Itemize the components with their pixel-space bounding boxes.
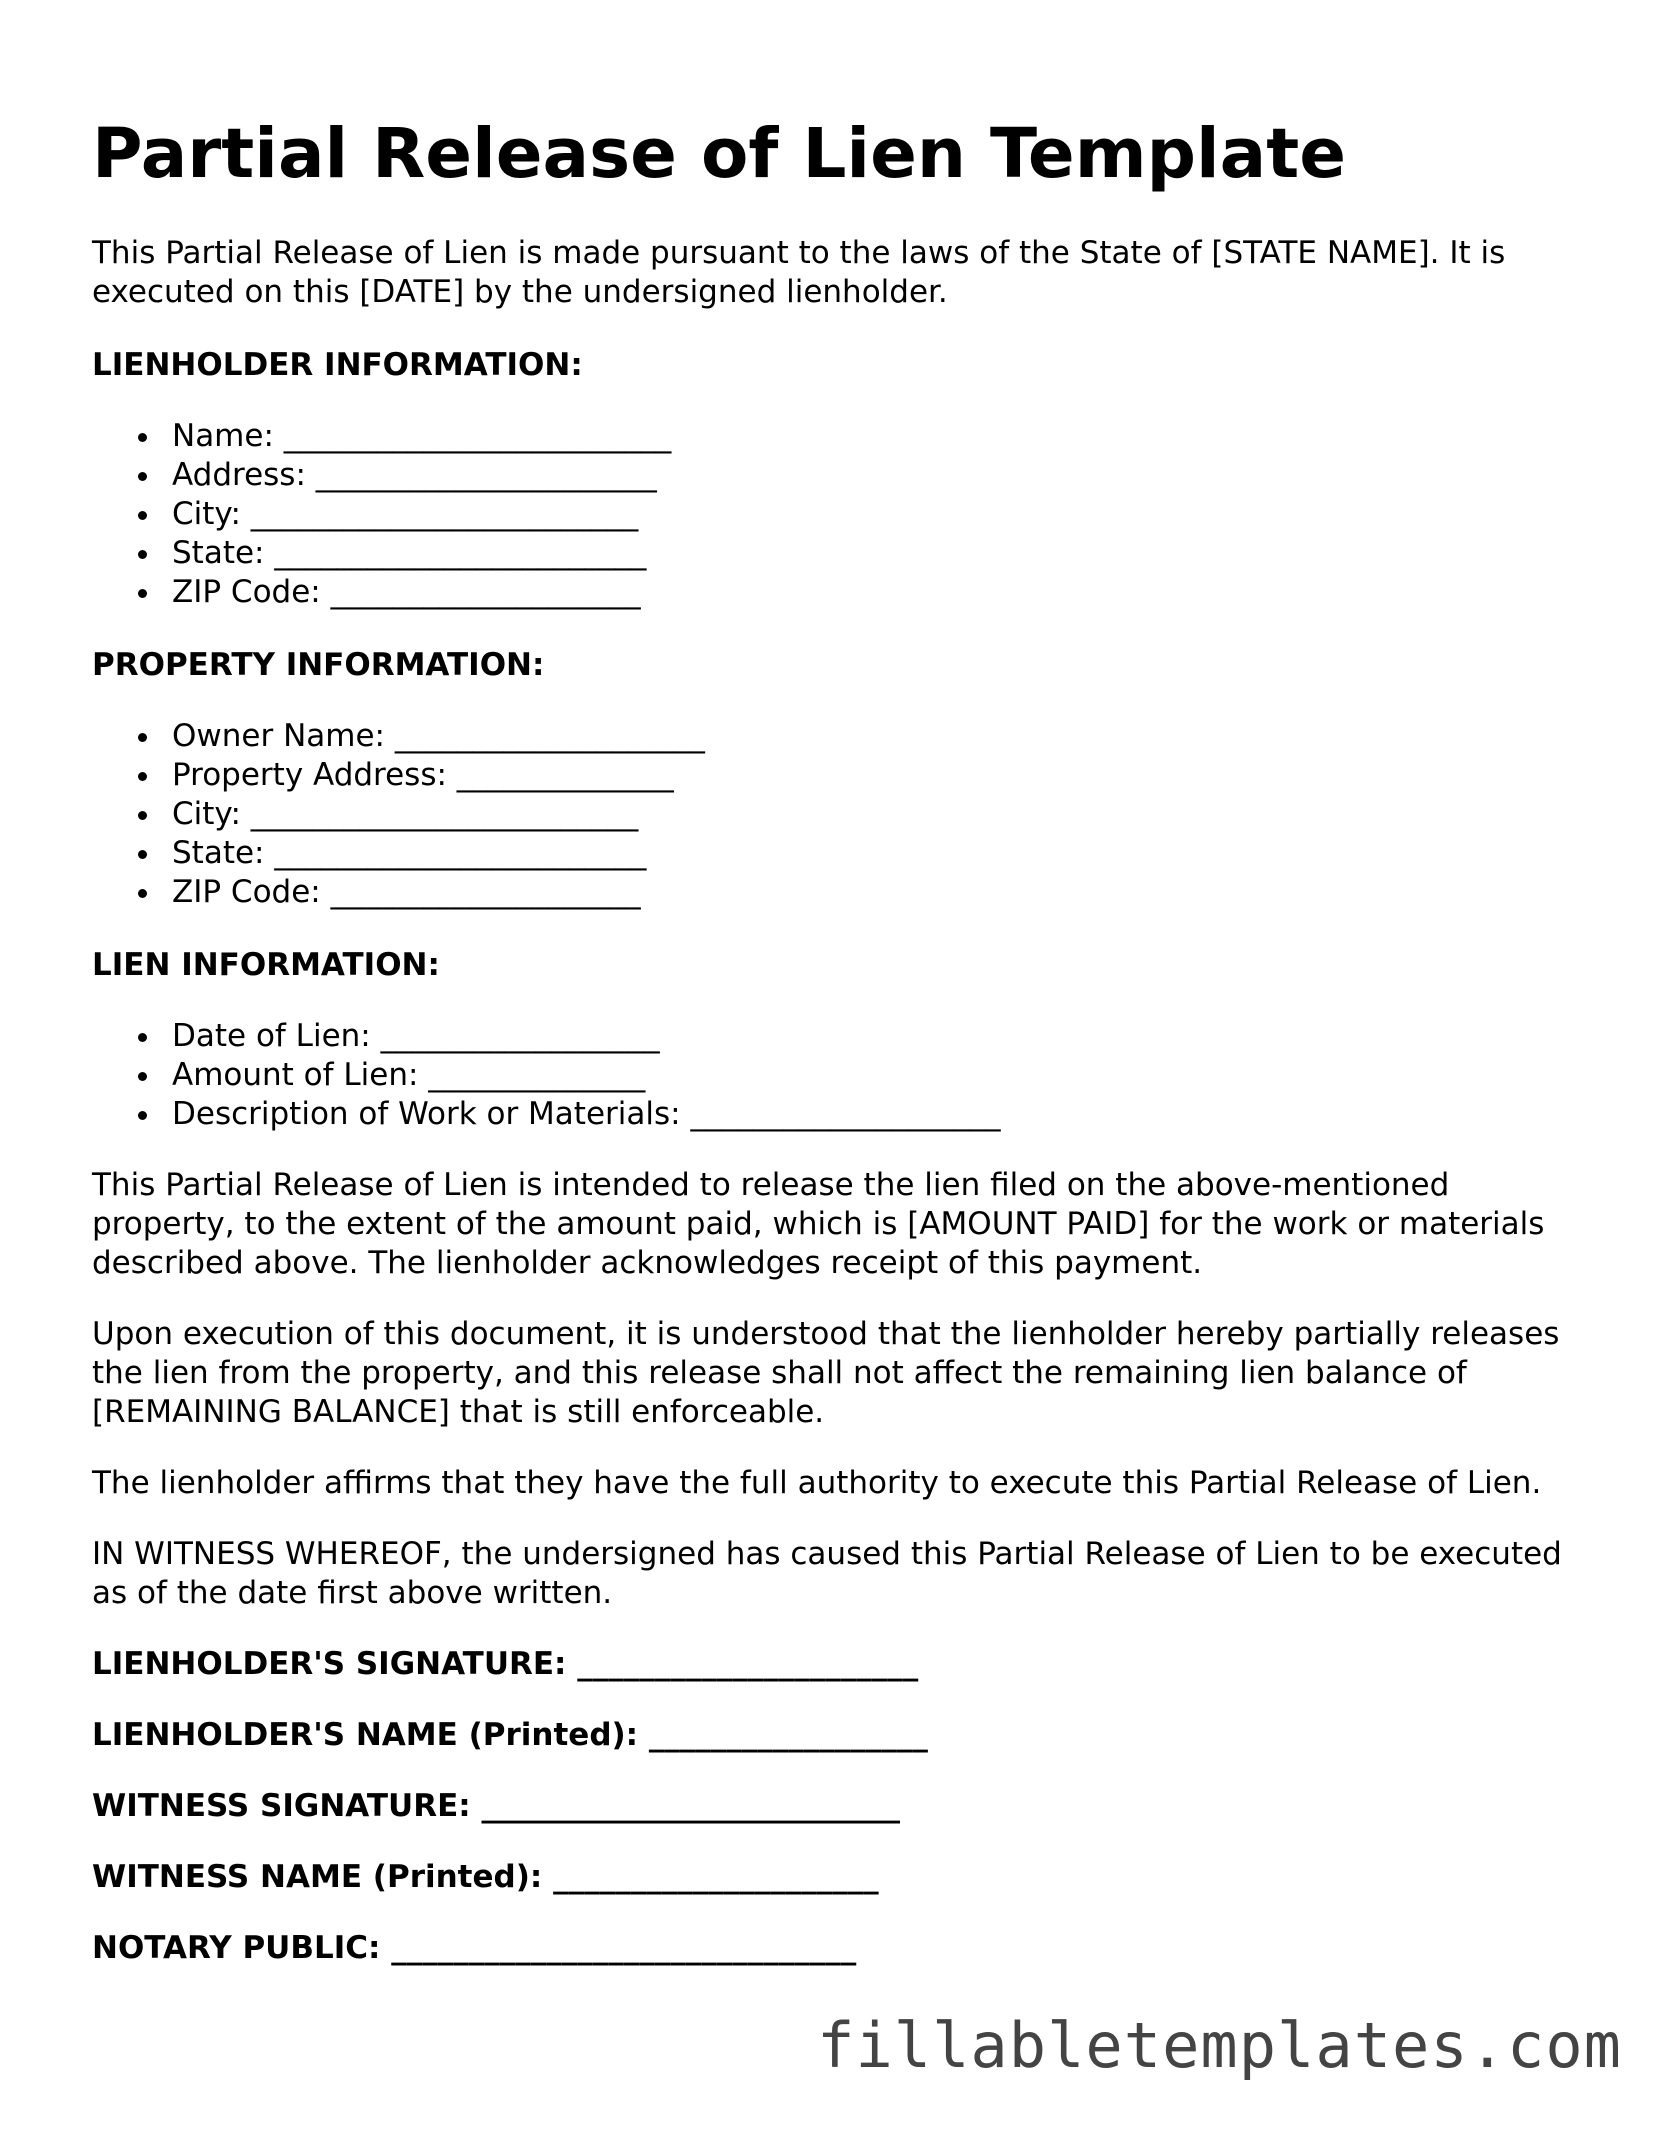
document-page xyxy=(92,112,1592,2000)
document-title: Partial Release of Lien Template xyxy=(92,114,1346,194)
witness-whereof-paragraph: IN WITNESS WHEREOF, the undersigned has caused this Partial Release of Lien to be executed as of the date first above written. xyxy=(92,1536,1562,1611)
property-city-field: City: _________________________ xyxy=(92,795,1592,834)
lien-amount-field: Amount of Lien: ______________ xyxy=(92,1056,1592,1095)
lienholder-signature-line: LIENHOLDER'S SIGNATURE: ______________________ xyxy=(92,1646,919,1682)
lienholder-city-field: City: _________________________ xyxy=(92,495,1592,534)
property-owner-name-field: Owner Name: ____________________ xyxy=(92,717,1592,756)
lienholder-info-list xyxy=(92,417,1592,612)
lien-section-heading: LIEN INFORMATION: xyxy=(92,947,440,983)
lienholder-section-heading: LIENHOLDER INFORMATION: xyxy=(92,347,583,383)
lien-info-list xyxy=(92,1017,1592,1134)
lienholder-printed-name-line: LIENHOLDER'S NAME (Printed): __________________ xyxy=(92,1717,928,1753)
property-zip-field: ZIP Code: ____________________ xyxy=(92,873,1592,912)
release-paragraph: This Partial Release of Lien is intended to release the lien filed on the above-mentioned property, to the extent of the amount paid, which is [AMOUNT PAID] for the work or materials described above. The lienholder acknowledges receipt of this payment. xyxy=(92,1167,1545,1281)
lien-description-field: Description of Work or Materials: ____________________ xyxy=(92,1095,1592,1134)
intro-paragraph: This Partial Release of Lien is made pursuant to the laws of the State of [STATE NAME]. It is executed on this [DATE] by the undersigned lienholder. xyxy=(92,235,1506,310)
lien-date-field: Date of Lien: __________________ xyxy=(92,1017,1592,1056)
lienholder-state-field: State: ________________________ xyxy=(92,534,1592,573)
property-info-list xyxy=(92,717,1592,912)
property-address-field: Property Address: ______________ xyxy=(92,756,1592,795)
notary-public-line: NOTARY PUBLIC: ______________________________ xyxy=(92,1930,857,1966)
witness-printed-name-line: WITNESS NAME (Printed): _____________________ xyxy=(92,1859,879,1895)
lienholder-zip-field: ZIP Code: ____________________ xyxy=(92,573,1592,612)
property-state-field: State: ________________________ xyxy=(92,834,1592,873)
authority-paragraph: The lienholder affirms that they have the full authority to execute this Partial Release of Lien. xyxy=(92,1465,1542,1501)
execution-paragraph: Upon execution of this document, it is understood that the lienholder hereby partially releases the lien from the property, and this release shall not affect the remaining lien balance of [REMAINING BALANCE] that is still enforceable. xyxy=(92,1316,1560,1430)
watermark-text: fillabletemplates.com xyxy=(817,2009,1622,2082)
lienholder-name-field: Name: _________________________ xyxy=(92,417,1592,456)
lienholder-address-field: Address: ______________________ xyxy=(92,456,1592,495)
witness-signature-line: WITNESS SIGNATURE: ___________________________ xyxy=(92,1788,900,1824)
property-section-heading: PROPERTY INFORMATION: xyxy=(92,647,545,683)
